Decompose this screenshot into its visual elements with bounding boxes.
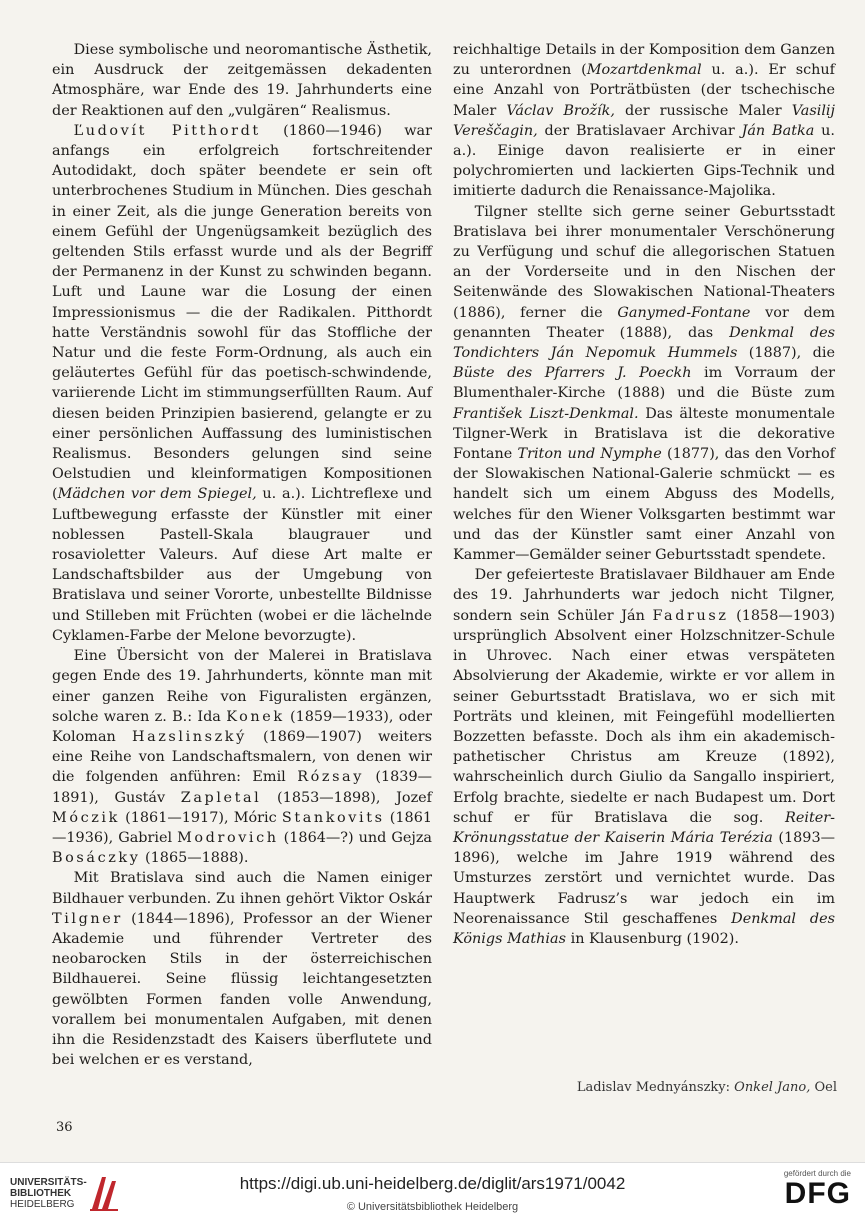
italic-title: Denkmal des Tondichters Ján Nepomuk Hummels	[453, 324, 835, 362]
italic-title: Václav Brožík,	[506, 102, 615, 119]
dfg-logo-text: DFG	[784, 1177, 851, 1210]
paragraph	[52, 40, 432, 121]
text-run: Eine Übersicht von der Malerei in Bratislava gegen Ende des 19. Jahrhunderts, könnte man mit einer ganzen Reihe von Figuralisten ergänzen, solche waren z. B.: Ida	[52, 648, 432, 725]
spaced-name: Stankovits	[281, 809, 385, 826]
caption-prefix: Ladislav Mednyánszky:	[576, 1080, 735, 1095]
paragraph	[52, 646, 432, 868]
text-run: (1844—1896), Professor an der Wiener Akademie und führender Vertreter des neobarocken Stils in der österreichischen Bildhauerei. Seine flüssig leichtangesetzten gewölbten Formen fanden volle Anwendung, vorallem bei monumentalen Aufgaben, mit denen ihn die Residenzstadt des Kaisers überflutete und bei welchen er es verstand,	[52, 910, 432, 1069]
paragraph	[453, 40, 835, 202]
text-run: (1853—1898), Jozef	[261, 789, 432, 806]
italic-title: Ganymed-Fontane	[617, 304, 751, 321]
image-caption	[453, 1080, 837, 1095]
dfg-tagline: gefördert durch die	[783, 1169, 851, 1178]
text-run: (1864—?) und Gejza	[278, 829, 432, 846]
text-run: (1877), das den Vorhof der Slowakischen National-Galerie schmückt — es handelt sich um einem Abguss des Modells, welches für den Wiener Volksgarten bestimmt war und das der Künstler samt einer Anzahl von Kammer—Gemälder seiner Geburtsstadt spendete.	[453, 446, 835, 564]
spaced-name: Rózsay	[297, 769, 364, 786]
text-run: (1839—1891), Gustáv	[52, 769, 433, 806]
italic-title: František Liszt-Denkmal.	[453, 405, 639, 422]
paragraph	[52, 121, 432, 646]
dfg-funding-logo[interactable]	[741, 1169, 851, 1210]
italic-title: Vasilij Vereščagin,	[453, 102, 835, 139]
library-name-line2: BIBLIOTHEK	[10, 1188, 72, 1199]
text-run: (1887), die	[737, 345, 835, 362]
spaced-name: Modrovich	[177, 829, 279, 846]
text-run: Tilgner stellte sich gerne seiner Geburtsstadt Bratislava bei ihrer monumentaler Verschönerung zu Verfügung und schuf die allegorischen Statuen an der Vorderseite und in den Nischen der Seitenwände des Slowakischen National-Theaters (1886), ferner die	[453, 203, 835, 321]
text-run: Diese symbolische und neoromantische Ästhetik, ein Ausdruck der zeitgemässen dekadenten Atmosphäre, war Ende des 19. Jahrhunderts eine der Reaktionen auf den „vulgären“ Realismus.	[52, 42, 432, 119]
copyright-notice: © Universitätsbibliothek Heidelberg	[346, 1201, 519, 1213]
permalink-url[interactable]: https://digi.ub.uni-heidelberg.de/diglit/ars1971/0042	[239, 1174, 626, 1193]
text-run: in Klausenburg (1902).	[566, 930, 739, 947]
spaced-name: Tilgner	[52, 910, 123, 927]
text-run: (1860—1946) war anfangs ein erfolgreich fortschreitender Autodidakt, doch später beendete er sein oft unterbrochenes Studium in München. Dies geschah in einer Zeit, als die junge Generation bereits von einem Gefühl der Ungenügsamkeit bezüglich des geltenden Stils erfasst wurde und als der Begriff der Permanenz in der Kunst zu schwinden begann. Luft und Laune war die Losung der einen Impressionismus — die der Radikalen. Pitthordt hatte Verständnis sowohl für das Stoffliche der Natur und die feste Form-Ordnung, als auch ein geläutertes Gefühl für das poetisch-schwindende, variierende Licht im stimmungserfüllten Raum. Auf diesen beiden Prinzipien basierend, gelangte er zu einer persönlichen Auffassung des luministischen Realismus. Besonders gelungen sind seine Oelstudien und kleinformatigen Kompositionen (	[52, 122, 432, 503]
text-run: reichhaltige Details in der Komposition dem Ganzen zu unterordnen (	[453, 42, 835, 79]
italic-title: Denkmal des Königs Mathias	[453, 910, 835, 947]
italic-title: Triton und Nymphe	[517, 446, 662, 463]
text-run: u. a.). Er schuf eine Anzahl von Porträtbüsten (der tschechische Maler	[453, 62, 835, 119]
text-run: (1859—1933), oder Koloman	[52, 708, 432, 745]
text-run: (1869—1907) weiters eine Reihe von Landschaftsmalern, von denen wir die folgenden anführen: Emil	[52, 728, 432, 786]
text-run: im Vorraum der Blumenthaler-Kirche (1888) und die Büste zum	[453, 365, 835, 402]
italic-title: Reiter-Krönungsstatue der Kaiserin Mária Terézia	[453, 809, 835, 846]
text-run: (1893—1896), welche im Jahre 1919 während des Umsturzes zerstört und vernichtet wurde. Das Hauptwerk Fadrusz’s war jedoch ein im Neorenaissance Stil geschaffenes	[453, 829, 835, 927]
text-run: (1861—1936), Gabriel	[52, 809, 433, 846]
italic-title: Ján Batka	[741, 122, 815, 139]
spaced-name: Konek	[226, 708, 285, 725]
paragraph	[453, 565, 835, 949]
page-number: 36	[56, 1120, 73, 1135]
spaced-name: Ľudovít Pitthordt	[73, 122, 261, 139]
text-run: (1861—1917), Móric	[119, 809, 282, 826]
viewer-footer	[0, 1162, 865, 1224]
text-run: (1865—1888).	[140, 850, 249, 867]
library-name-line1: UNIVERSITÄTS-	[10, 1177, 87, 1188]
caption-suffix: Oel	[810, 1080, 837, 1095]
left-column	[52, 40, 432, 1070]
right-column	[453, 40, 835, 949]
paragraph	[453, 202, 835, 566]
paragraph	[52, 868, 432, 1070]
text-run: Das älteste monumentale Tilgner-Werk in Bratislava ist die dekorative Fontane	[453, 405, 835, 463]
text-run: u. a.). Einige davon realisierte er in einer polychromierten und lackierten Gips-Technik und imitierte dadurch die Renaissance-Majolika.	[453, 122, 835, 200]
spaced-name: Hazslinszký	[131, 728, 247, 745]
text-run: der russische Maler	[614, 102, 792, 119]
text-run: der Bratislavaer Archivar	[537, 122, 742, 139]
spaced-name: Fadrusz	[652, 607, 729, 624]
italic-title: Mädchen vor dem Spiegel,	[57, 486, 257, 503]
spaced-name: Bosáczky	[52, 850, 141, 867]
italic-title: Büste des Pfarrers J. Poeckh	[453, 365, 692, 382]
text-run: (1858—1903) ursprünglich Absolvent einer Holzschnitzer-Schule in Uhrovec. Nach einer etwas verspäteten Absolvierung der Akademie, wirkte er vor allem in seiner Geburtsstadt Bratislava, wo er sich mit Porträts und kleinen, mit Feingefühl modellierten Bozzetten befasste. Doch als ihm ein akademisch-pathetischer Christus am Kreuze (1892), wahrscheinlich durch Giulio da Sangallo inspiriert, Erfolg brachte, siedelte er nach Budapest um. Dort schuf er für Bratislava die sog.	[453, 607, 835, 826]
text-run: Der gefeierteste Bratislavaer Bildhauer am Ende des 19. Jahrhunderts war jedoch nicht Tilgner, sondern sein Schüler Ján	[453, 567, 835, 624]
text-run: Mit Bratislava sind auch die Namen einiger Bildhauer verbunden. Zu ihnen gehört Viktor Oskár	[52, 870, 432, 907]
library-name-line3: HEIDELBERG	[10, 1199, 75, 1210]
text-run: vor dem genannten Theater (1888), das	[453, 304, 835, 341]
spaced-name: Zapletal	[180, 789, 262, 806]
italic-title: Mozartdenkmal	[586, 62, 702, 79]
caption-title: Onkel Jano,	[734, 1080, 811, 1095]
spaced-name: Móczik	[52, 809, 120, 826]
text-run: u. a.). Lichtreflexe und Luftbewegung erfasste der Künstler mit einer noblessen Pastell-Skala blaugrauer und rosavioletter Valeurs. Auf diese Art malte er Landschaftsbilder aus der Umgebung von Bratislava und seiner Vororte, unbestellte Bildnisse und Stilleben mit Früchten (wobei er die lächelnde Cyklamen-Farbe der Melone bevorzugte).	[52, 486, 432, 644]
